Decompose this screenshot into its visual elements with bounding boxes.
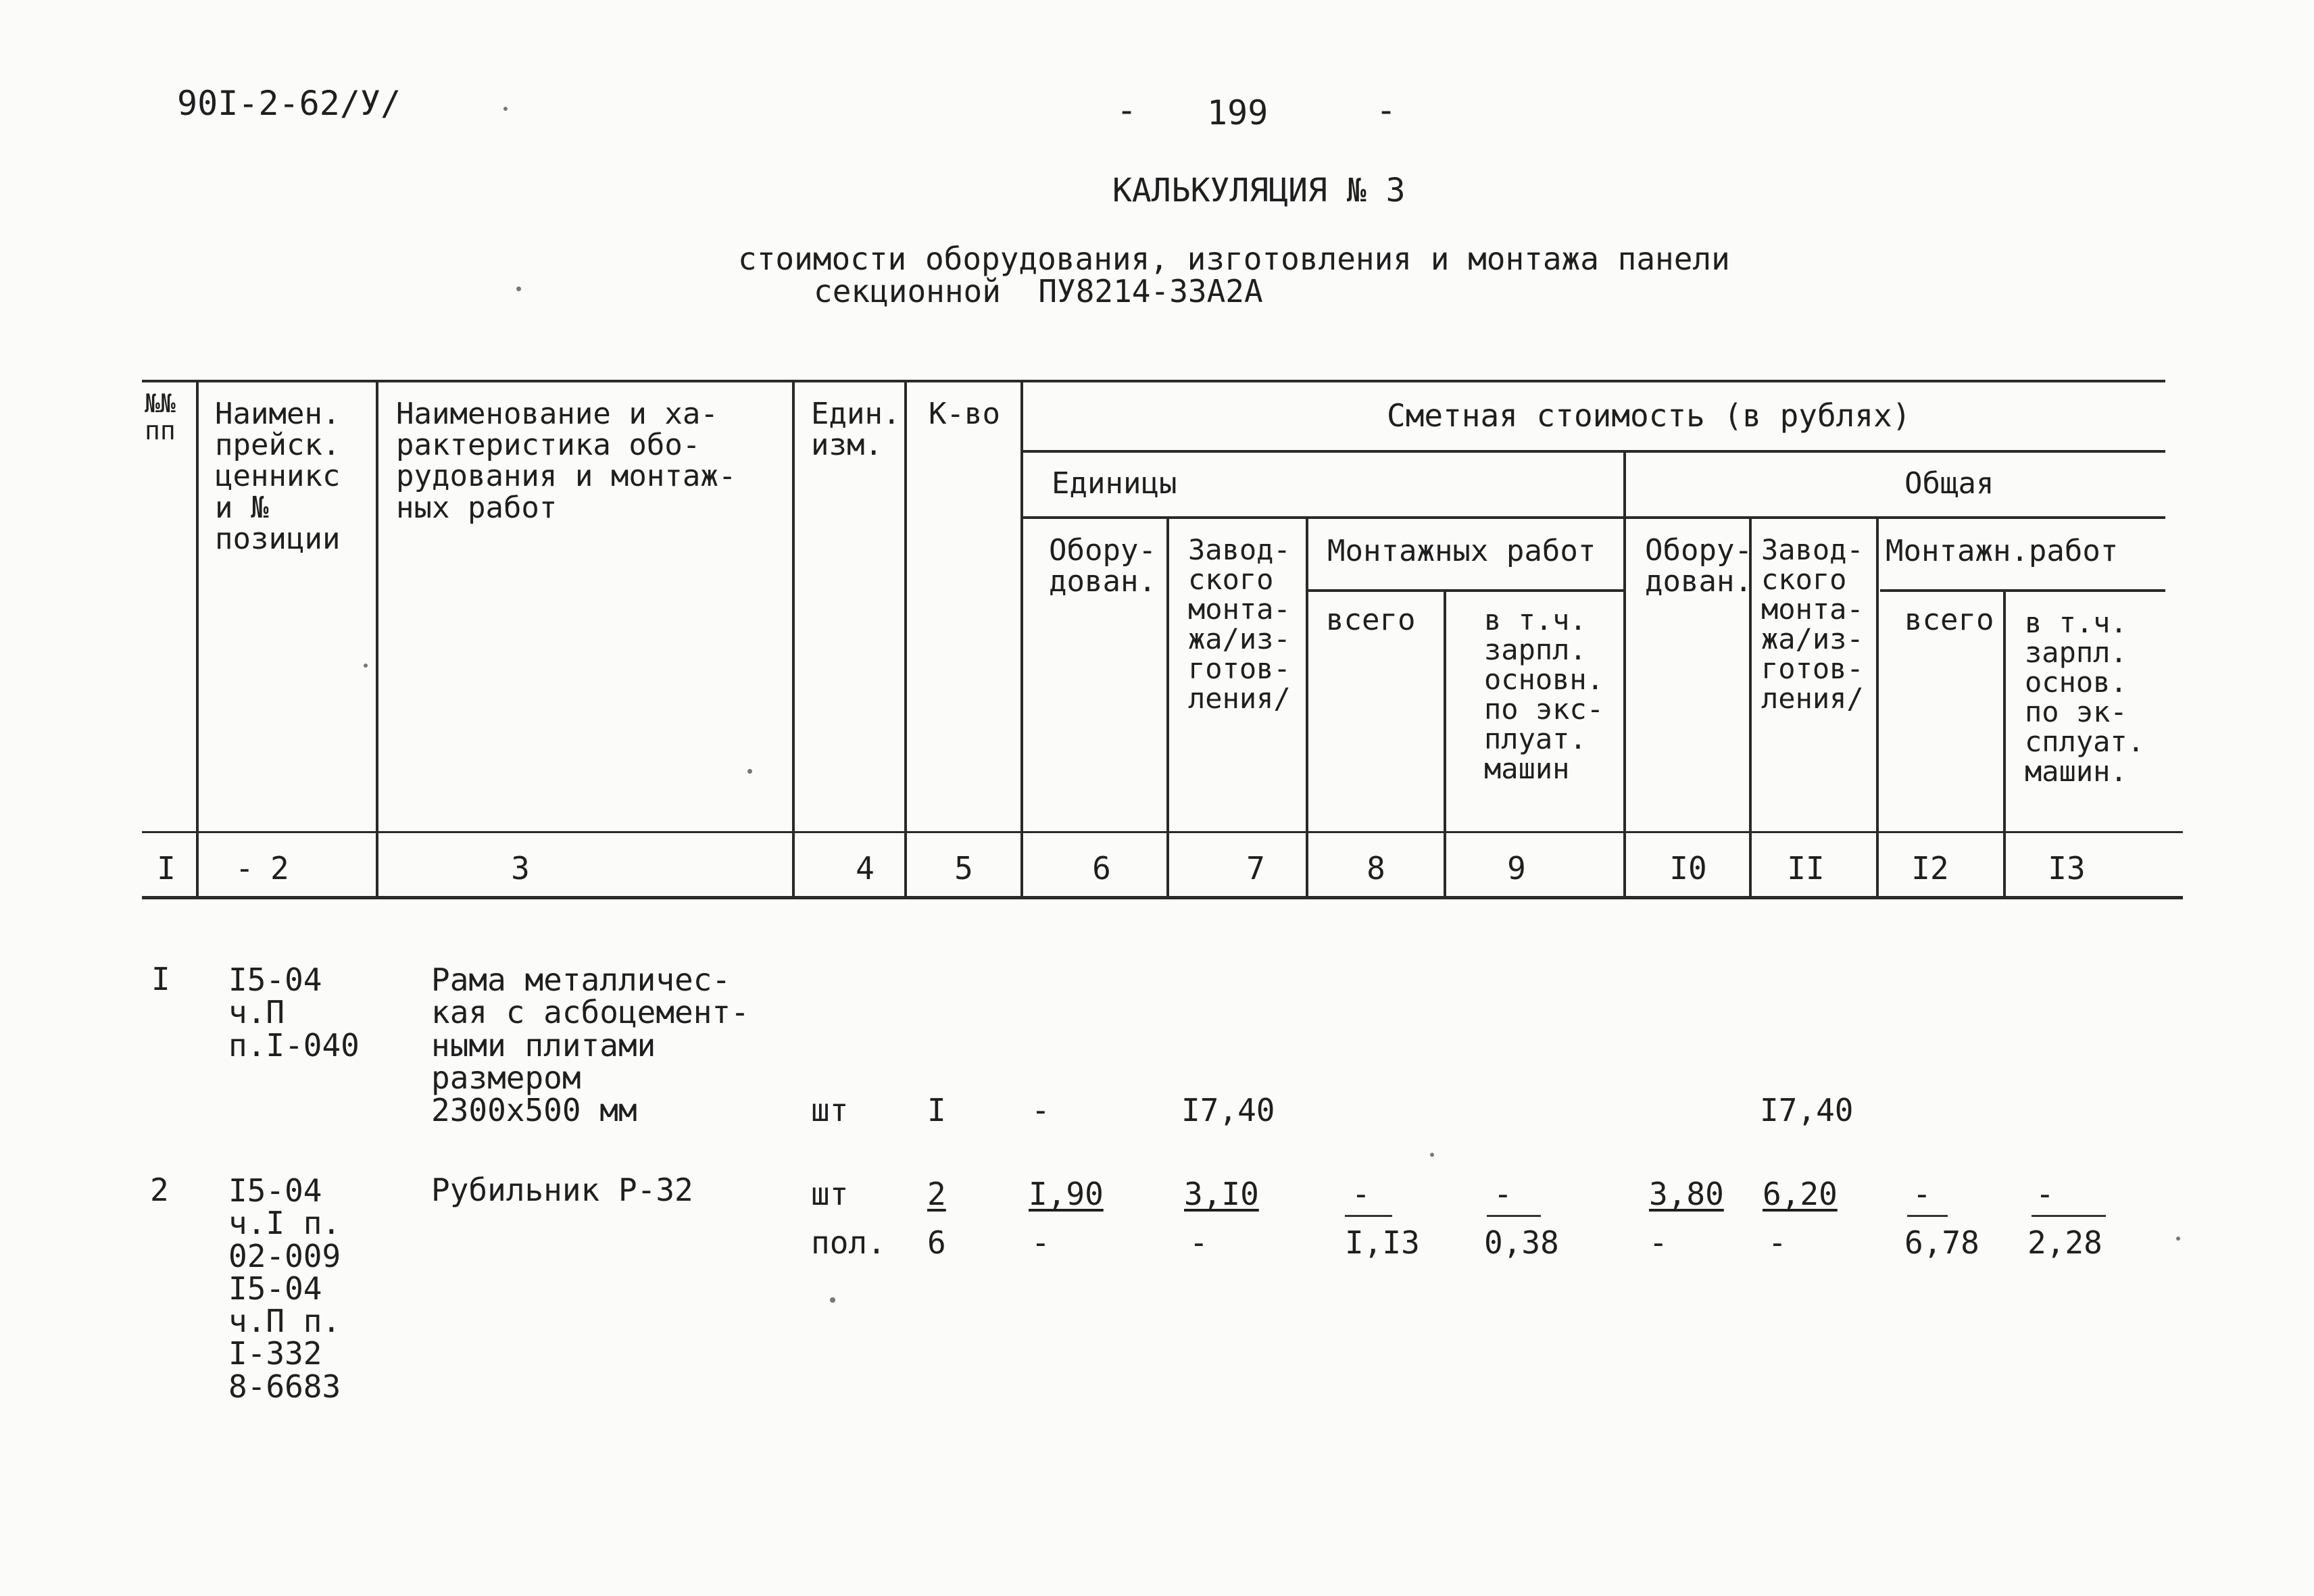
header-cost-group: Сметная стоимость (в рублях)	[1387, 397, 1911, 434]
row-total-factory: I7,40	[1760, 1092, 1854, 1128]
column-number-10: I0	[1669, 850, 1707, 887]
column-number-1: I	[157, 850, 176, 887]
column-number-3: 3	[511, 850, 530, 887]
document-subtitle-line1: стоимости оборудования, изготовления и монтажа панели	[738, 241, 1730, 277]
col-divider-3	[792, 380, 795, 899]
col-divider-11	[1876, 518, 1879, 899]
row-unit-factory: I7,40	[1181, 1092, 1275, 1128]
row-quantity: I	[927, 1092, 946, 1128]
header-price-list: Наимен. прейск. ценникс и № позиции	[215, 397, 341, 556]
header-quantity: К-во	[929, 397, 1000, 431]
row-total-mount-all-secondary: 6,78	[1904, 1224, 1979, 1261]
column-number-11: II	[1787, 850, 1825, 887]
column-number-13: I3	[2048, 850, 2086, 887]
row-unit-factory-secondary: -	[1189, 1224, 1208, 1261]
row-total-mount-wage-secondary: 2,28	[2027, 1224, 2102, 1261]
row-total-factory: 6,20	[1763, 1176, 1838, 1212]
header-unit-equipment: Обору- дован.	[1049, 533, 1156, 599]
mount-sub-divider-unit	[1308, 589, 1623, 592]
col-divider-12	[2003, 591, 2006, 899]
row-unit-mount-all: -	[1352, 1176, 1371, 1212]
row-total-equipment: 3,80	[1649, 1176, 1724, 1212]
row-unit: шт	[811, 1176, 849, 1212]
document-code: 90I-2-62/У/	[177, 84, 401, 123]
header-unit-factory: Завод- ского монта- жа/из- готов- ления/	[1188, 533, 1291, 716]
scan-speck	[747, 769, 752, 774]
header-unit-mount-wage: в т.ч. зарпл. основн. по экс- плуат. машин	[1484, 603, 1604, 786]
header-unit: Един. изм.	[811, 397, 901, 463]
document-title: КАЛЬКУЛЯЦИЯ № 3	[1112, 172, 1406, 209]
col-divider-5	[1020, 380, 1023, 899]
column-number-5: 5	[954, 850, 973, 887]
col-divider-2	[376, 380, 378, 899]
header-name: Наименование и ха- рактеристика обо- рудования и монтаж- ных работ	[396, 397, 737, 525]
fraction-bar	[1907, 1215, 1948, 1217]
row-unit-equipment-secondary: -	[1031, 1224, 1050, 1261]
column-number-2-dash: -	[235, 850, 254, 887]
header-total-factory: Завод- ского монта- жа/из- готов- ления/	[1761, 533, 1864, 716]
col-divider-7	[1306, 518, 1308, 899]
header-unit-mount-group: Монтажных работ	[1327, 534, 1596, 568]
col-divider-9	[1623, 451, 1626, 899]
column-number-4: 4	[856, 850, 875, 887]
row-unit-secondary: пол.	[811, 1224, 886, 1261]
row-unit-equipment: -	[1031, 1092, 1050, 1128]
fraction-bar	[2032, 1215, 2106, 1217]
column-number-12: I2	[1911, 850, 1949, 887]
document-subtitle-line2: секционной ПУ8214-33А2А	[814, 273, 1263, 309]
page-number: 199	[1207, 93, 1269, 132]
column-number-8: 8	[1367, 850, 1385, 887]
header-row-number: №№ пп	[145, 389, 176, 445]
column-number-6: 6	[1092, 850, 1111, 887]
scan-speck	[830, 1297, 835, 1303]
header-unit-mount-all: всего	[1326, 603, 1416, 637]
row-item-name: Рубильник Р-32	[431, 1172, 693, 1208]
row-quantity: 2	[927, 1176, 946, 1212]
fraction-bar	[1345, 1215, 1392, 1217]
header-total-group: Общая	[1904, 466, 1994, 501]
page-dash-left: -	[1116, 91, 1137, 130]
row-item-name: Рама металличес- кая с асбоцемент- ными плитами размером 2300х500 мм	[431, 962, 749, 1129]
table-top-border	[142, 380, 2165, 382]
row-total-mount-wage: -	[2036, 1176, 2054, 1212]
scan-speck	[2176, 1237, 2180, 1241]
scan-speck	[516, 286, 521, 291]
row-unit: шт	[811, 1092, 849, 1128]
header-total-mount-all: всего	[1904, 603, 1994, 637]
header-unit-group: Единицы	[1052, 466, 1177, 501]
row-total-equipment-secondary: -	[1649, 1224, 1668, 1261]
scan-speck	[1430, 1153, 1434, 1157]
col-divider-8	[1444, 591, 1446, 899]
header-total-equipment: Обору- дован.	[1645, 533, 1752, 599]
fraction-bar	[1487, 1215, 1541, 1217]
page-dash-right: -	[1376, 91, 1397, 130]
col-divider-1	[196, 380, 199, 899]
header-total-mount-group: Монтажн.работ	[1886, 534, 2119, 568]
row-number: 2	[150, 1172, 169, 1208]
row-unit-mount-all-secondary: I,I3	[1345, 1224, 1420, 1261]
row-unit-factory: 3,I0	[1184, 1176, 1259, 1212]
column-number-7: 7	[1246, 850, 1265, 887]
scan-speck	[364, 664, 368, 668]
scan-speck	[503, 107, 508, 111]
unit-total-divider	[1022, 516, 2165, 519]
row-unit-mount-wage-secondary: 0,38	[1484, 1224, 1559, 1261]
row-total-factory-secondary: -	[1768, 1224, 1787, 1261]
row-unit-mount-wage: -	[1494, 1176, 1512, 1212]
row-quantity-secondary: 6	[927, 1224, 946, 1261]
header-total-mount-wage: в т.ч. зарпл. основ. по эк- сплуат. машин.	[2025, 606, 2145, 789]
column-number-9: 9	[1507, 850, 1526, 887]
row-total-mount-all: -	[1913, 1176, 1931, 1212]
row-price-code: I5-04 ч.П п.I-040	[228, 962, 360, 1064]
cost-group-divider	[1022, 450, 2165, 453]
row-unit-equipment: I,90	[1029, 1176, 1104, 1212]
mount-sub-divider-total	[1880, 589, 2165, 592]
row-number: I	[151, 961, 170, 997]
row-price-code: I5-04 ч.I п. 02-009 I5-04 ч.П п. I-332 8-6683	[228, 1172, 341, 1405]
column-number-2: 2	[270, 850, 289, 887]
col-divider-4	[904, 380, 907, 899]
col-divider-6	[1166, 518, 1169, 899]
